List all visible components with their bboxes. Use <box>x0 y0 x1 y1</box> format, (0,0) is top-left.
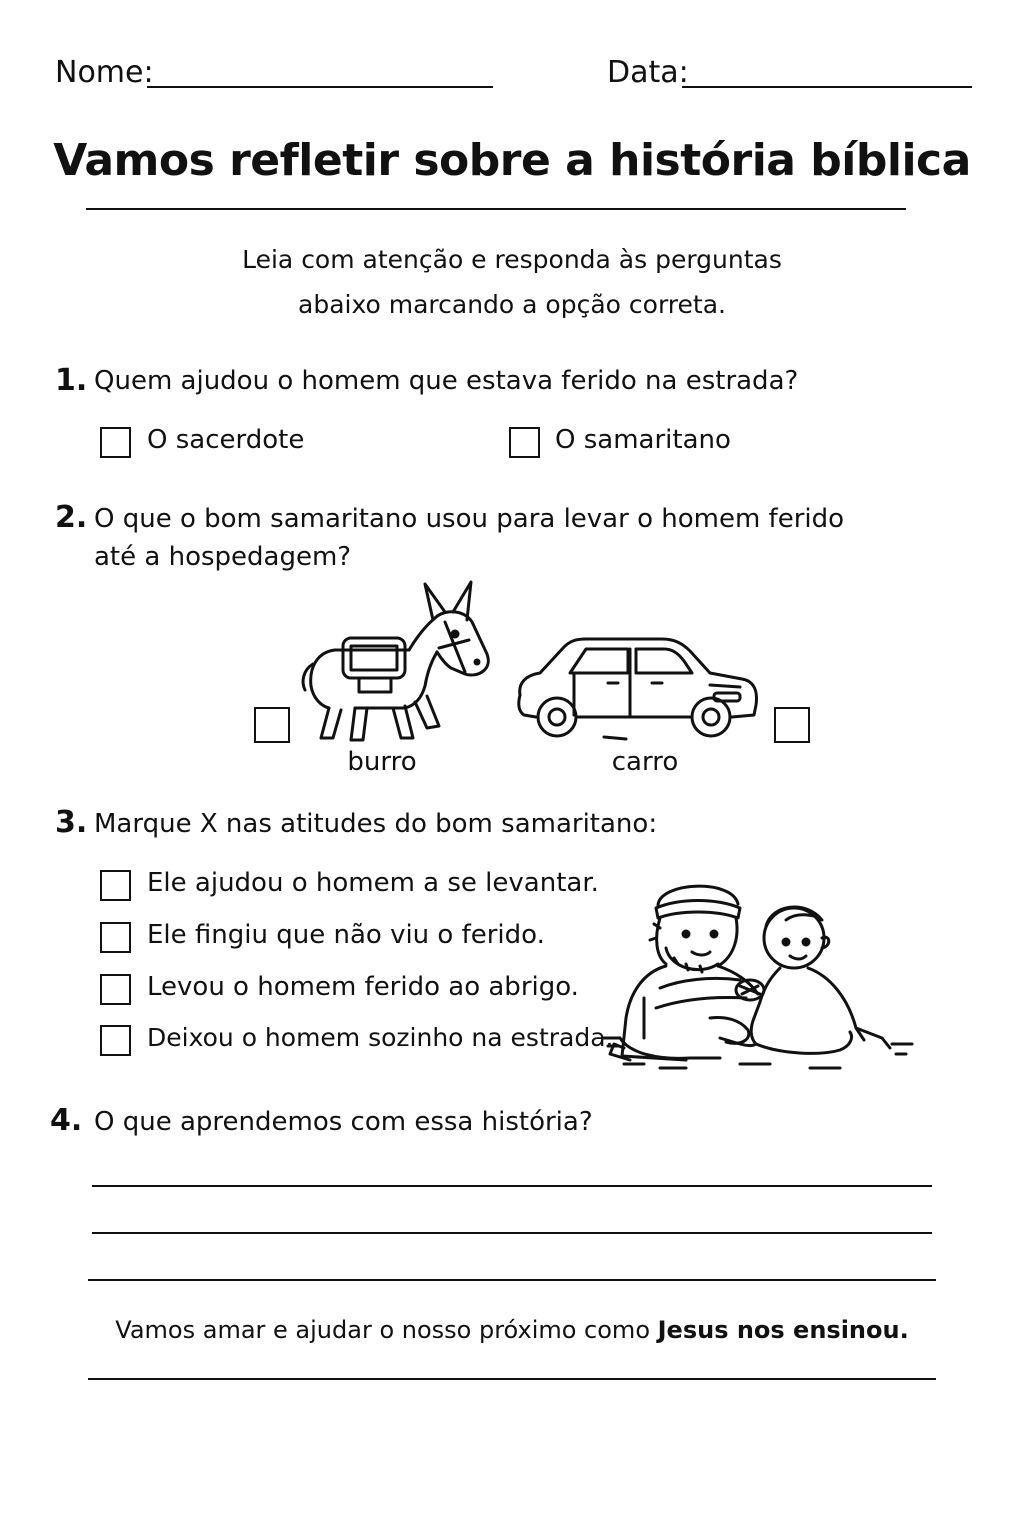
q3-number: 3. <box>55 805 88 840</box>
q2-text-line-2: até a hospedagem? <box>94 542 352 572</box>
name-label: Nome: <box>55 55 154 90</box>
name-input-line[interactable] <box>147 86 493 88</box>
q3-checkbox-1[interactable] <box>100 870 131 901</box>
q3-option-4: Deixou o homem sozinho na estrada. <box>147 1023 614 1052</box>
q3-checkbox-2[interactable] <box>100 922 131 953</box>
car-icon <box>514 635 760 745</box>
q1-checkbox-sacerdote[interactable] <box>100 427 131 458</box>
q3-option-1: Ele ajudou o homem a se levantar. <box>147 868 599 898</box>
page-title: Vamos refletir sobre a história bíblica <box>53 135 971 186</box>
q1-checkbox-samaritano[interactable] <box>509 427 540 458</box>
q4-number: 4. <box>50 1103 83 1138</box>
instructions-line-2: abaixo marcando a opção correta. <box>298 290 726 319</box>
q2-checkbox-carro[interactable] <box>774 707 810 743</box>
donkey-icon <box>295 578 495 748</box>
title-divider <box>86 208 906 210</box>
footer-divider <box>88 1378 936 1380</box>
q1-text: Quem ajudou o homem que estava ferido na estrada? <box>94 366 799 396</box>
q2-option-burro: burro <box>347 747 417 777</box>
q3-checkbox-4[interactable] <box>100 1025 131 1056</box>
q3-checkbox-3[interactable] <box>100 974 131 1005</box>
q2-option-carro: carro <box>611 747 679 777</box>
q1-option-samaritano: O samaritano <box>555 425 731 455</box>
q2-text-line-1: O que o bom samaritano usou para levar o homem ferido <box>94 504 845 534</box>
date-label: Data: <box>607 55 689 90</box>
date-input-line[interactable] <box>682 86 972 88</box>
q1-number: 1. <box>55 363 88 398</box>
samaritan-helping-icon <box>600 868 920 1078</box>
footer-text: Vamos amar e ajudar o nosso próximo como <box>115 1316 658 1344</box>
instructions-line-1: Leia com atenção e responda às perguntas <box>242 245 782 274</box>
q4-answer-line-3[interactable] <box>88 1279 936 1281</box>
q4-answer-line-1[interactable] <box>92 1185 932 1187</box>
q2-checkbox-burro[interactable] <box>254 707 290 743</box>
q2-number: 2. <box>55 500 88 535</box>
q1-option-sacerdote: O sacerdote <box>147 425 305 455</box>
footer-message <box>0 1316 1024 1344</box>
q3-option-2: Ele fingiu que não viu o ferido. <box>147 920 545 950</box>
q3-option-3: Levou o homem ferido ao abrigo. <box>147 972 579 1002</box>
q4-answer-line-2[interactable] <box>92 1232 932 1234</box>
q4-text: O que aprendemos com essa história? <box>94 1107 593 1137</box>
footer-bold-text: Jesus nos ensinou. <box>657 1316 909 1344</box>
q3-text: Marque X nas atitudes do bom samaritano: <box>94 809 658 839</box>
